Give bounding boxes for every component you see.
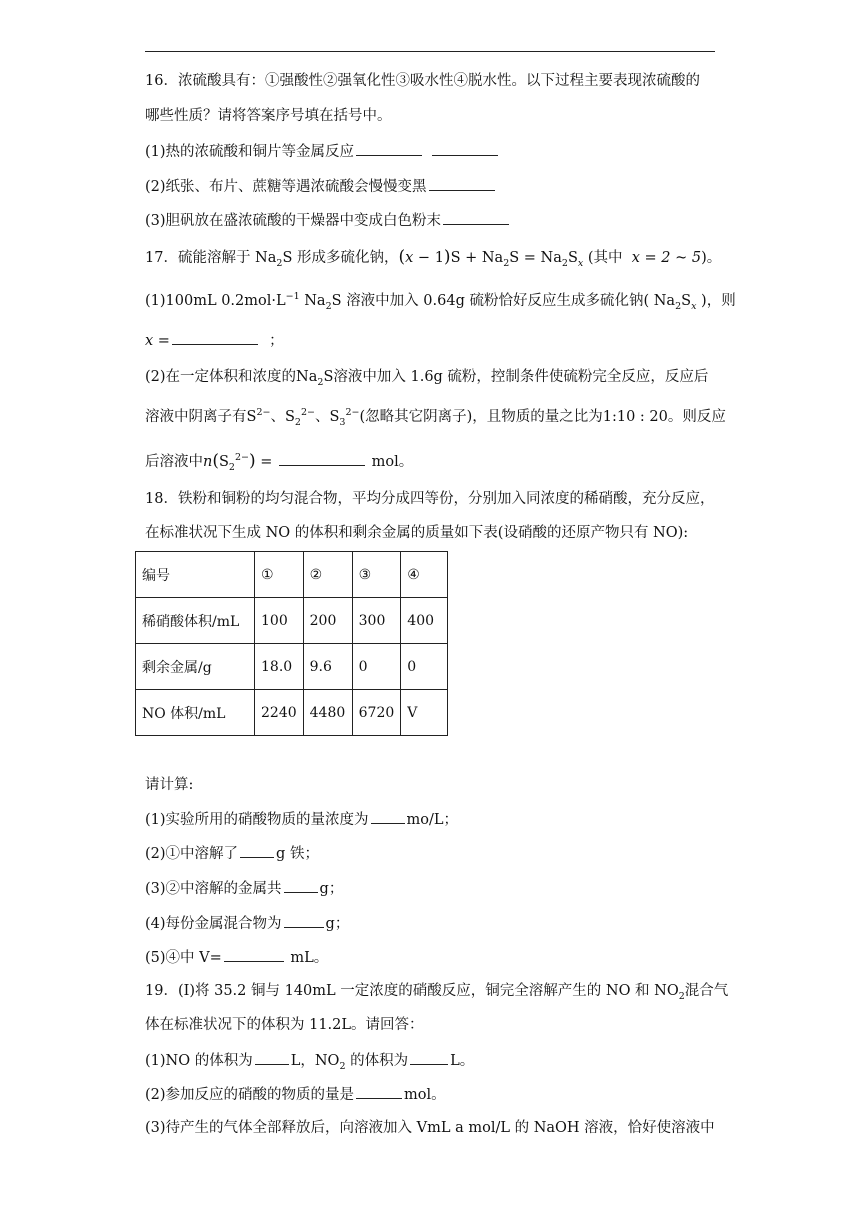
answer-blank[interactable] (356, 1084, 402, 1099)
table-cell: ④ (401, 552, 448, 598)
q16-part1: (1)热的浓硫酸和铜片等金属反应 (145, 141, 500, 162)
table-cell: 400 (401, 598, 448, 644)
q17-part2-line2: 溶液中阴离子有$S^{2-}$、$S_2^{2-}$、$S_3^{2-}$(忽略其它阴离子)，且物质的量之比为1:10 : 20。则反应 (145, 407, 726, 428)
answer-blank[interactable] (284, 913, 324, 928)
table-row (136, 552, 448, 598)
q19-part1: (1)NO 的体积为 L，$NO_2$ 的体积为 L。 (145, 1050, 474, 1071)
data-table (135, 551, 448, 736)
q16-stem-line2: 哪些性质？请将答案序号填在括号中。 (145, 108, 392, 124)
answer-blank[interactable] (240, 843, 274, 858)
table-row (136, 598, 448, 644)
answer-blank[interactable] (371, 809, 405, 824)
q17-part2-line1: (2)在一定体积和浓度的$Na_2S$溶液中加入 1.6g 硫粉，控制条件使硫粉完全反应，反应后 (145, 369, 709, 388)
q16-part3: (3)胆矾放在盛浓硫酸的干燥器中变成白色粉末 (145, 210, 511, 231)
table-cell: ② (303, 552, 352, 598)
q17-part2-line3: 后溶液中$n(S_2^{2-})$ = mol。 (145, 451, 414, 473)
answer-blank[interactable] (356, 141, 422, 156)
q18-stem-line2: 在标准状况下生成 NO 的体积和剩余金属的质量如下表(设硝酸的还原产物只有 NO): (145, 525, 689, 541)
q18-part2: (2)①中溶解了 g 铁； (145, 843, 319, 864)
q17-part1: (1)100mL $0.2mol\cdot L^{-1}$ $Na_2S$ 溶液中加入 0.64g 硫粉恰好反应生成多硫化钠( $Na_2S_x$ )，则 (145, 291, 736, 312)
q17-part1-answer: x = ； (145, 330, 284, 351)
answer-blank[interactable] (279, 451, 365, 466)
answer-blank[interactable] (284, 878, 318, 893)
table-cell: 100 (255, 598, 304, 644)
table-cell: 18.0 (255, 644, 304, 690)
q18-part3: (3)②中溶解的金属共 g； (145, 878, 343, 899)
answer-blank[interactable] (224, 947, 284, 962)
q19-stem-line1: 19．(I)将 35.2 铜与 140mL 一定浓度的硝酸反应，铜完全溶解产生的 NO 和 $NO_2$混合气 (145, 983, 729, 1002)
table-cell: NO 体积/mL (136, 690, 255, 736)
q18-calc-label: 请计算: (145, 777, 194, 793)
table-cell: 稀硝酸体积/mL (136, 598, 255, 644)
q16-part2: (2)纸张、布片、蔗糖等遇浓硫酸会慢慢变黑 (145, 176, 497, 197)
q19-stem-line2: 体在标准状况下的体积为 11.2L。请回答： (145, 1017, 424, 1033)
q18-part1: (1)实验所用的硝酸物质的量浓度为 mo/L； (145, 809, 458, 830)
table-cell: 6720 (352, 690, 401, 736)
table-cell: 0 (352, 644, 401, 690)
table-cell: 4480 (303, 690, 352, 736)
table-cell: ① (255, 552, 304, 598)
answer-blank[interactable] (172, 330, 258, 345)
table-row (136, 690, 448, 736)
table-cell: V (401, 690, 448, 736)
table-cell: ③ (352, 552, 401, 598)
header-rule (145, 51, 715, 52)
table-cell: 9.6 (303, 644, 352, 690)
q18-part5: (5)④中 V= mL。 (145, 947, 328, 968)
table-cell: 剩余金属/g (136, 644, 255, 690)
answer-blank[interactable] (432, 141, 498, 156)
answer-blank[interactable] (255, 1050, 289, 1065)
table-cell: 0 (401, 644, 448, 690)
table-cell: 200 (303, 598, 352, 644)
q18-part4: (4)每份金属混合物为 g； (145, 913, 349, 934)
table-cell: 编号 (136, 552, 255, 598)
table-cell: 300 (352, 598, 401, 644)
answer-blank[interactable] (443, 210, 509, 225)
answer-blank[interactable] (410, 1050, 448, 1065)
table-row (136, 644, 448, 690)
answer-blank[interactable] (429, 176, 495, 191)
table-cell: 2240 (255, 690, 304, 736)
q16-stem-line1: 16．浓硫酸具有：①强酸性②强氧化性③吸水性④脱水性。以下过程主要表现浓硫酸的 (145, 73, 700, 89)
q17-stem: 17．硫能溶解于 $Na_2S$ 形成多硫化钠，$(x - 1)S + Na_2S = Na_2S_x$ (其中 x = 2 ~ 5)。 (145, 247, 722, 269)
q19-part2: (2)参加反应的硝酸的物质的量是 mol。 (145, 1084, 446, 1105)
q19-part3: (3)待产生的气体全部释放后，向溶液加入 VmL a mol/L 的 NaOH 溶液，恰好使溶液中 (145, 1120, 715, 1136)
q18-stem-line1: 18．铁粉和铜粉的均匀混合物，平均分成四等份，分别加入同浓度的稀硝酸，充分反应， (145, 491, 715, 507)
